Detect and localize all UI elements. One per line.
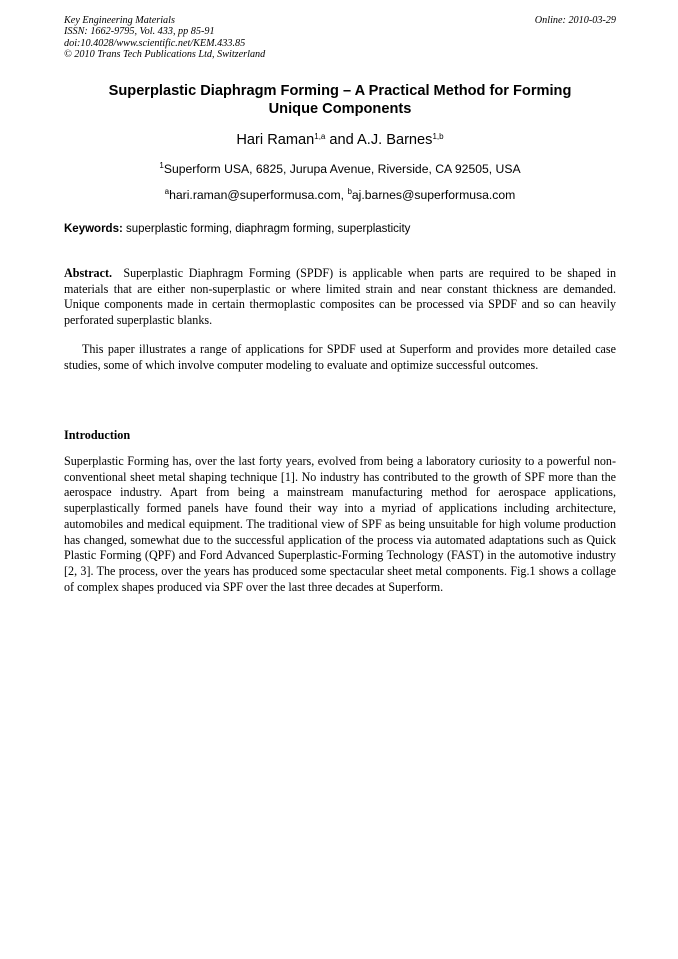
email-a-marker: a [164, 187, 170, 196]
author-conjunction: and [325, 132, 358, 148]
keywords-label: Keywords: [64, 223, 123, 235]
abstract-text-1: Superplastic Diaphragm Forming (SPDF) is applicable when parts are required to be shaped in materials that are either non-superplastic or where limited strain and near constant thickness are demanded. Unique components made in certain thermoplastic composites can be processed via SPDF and so can heavily perforated superplastic blanks. [64, 266, 623, 328]
abstract-paragraph-2: This paper illustrates a range of applications for SPDF used at Superform and provides more detailed case studies, some of which involve computer modeling to evaluate and optimize successful outcomes. [64, 342, 616, 372]
paper-title [64, 82, 616, 118]
journal-name: Key Engineering Materials [64, 15, 175, 26]
author-2-affil: 1,b [432, 132, 444, 141]
author-2: A.J. Barnes [357, 132, 433, 148]
email-a[interactable]: hari.raman@superformusa.com, [169, 188, 348, 202]
author-1-affil: 1,a [314, 132, 326, 141]
email-line [64, 188, 616, 202]
email-b-marker: b [347, 187, 352, 196]
title-line-1: Superplastic Diaphragm Forming – A Practical Method for Forming [108, 83, 572, 99]
affiliation-text: Superform USA, 6825, Jurupa Avenue, Riverside, CA 92505, USA [163, 162, 521, 176]
title-line-2: Unique Components [268, 101, 412, 117]
author-line [64, 132, 616, 148]
email-b[interactable]: aj.barnes@superformusa.com [351, 188, 516, 202]
keywords [64, 223, 616, 235]
issn-line: ISSN: 1662-9795, Vol. 433, pp 85-91 [64, 26, 215, 38]
keywords-text: superplastic forming, diaphragm forming, superplasticity [122, 223, 411, 235]
affiliation [64, 162, 616, 176]
abstract-paragraph-1 [64, 266, 623, 329]
online-date: Online: 2010-03-29 [534, 15, 616, 26]
doi-line: doi:10.4028/www.scientific.net/KEM.433.85 [64, 37, 246, 49]
copyright-line: © 2010 Trans Tech Publications Ltd, Switzerland [64, 49, 266, 61]
author-1: Hari Raman [236, 132, 315, 148]
introduction-heading: Introduction [64, 428, 131, 442]
affiliation-marker: 1 [159, 161, 164, 170]
introduction-paragraph: Superplastic Forming has, over the last forty years, evolved from being a laboratory curiosity to a powerful non- conventional sheet metal shaping technique [1]. No industry has contributed to the growth of SPF more than the aerospace industry. Apart from being a mainstream manufacturing method for aerospace applications, superplastically formed panels have found their way into a myriad of applications including architecture, automobiles and medical equipment. The traditional view of SPF as being unsuitable for high volume production has changed, somewhat due to the successful application of the process via automated adaptations such as Quick Plastic Forming (QPF) and Ford Advanced Superplastic-Forming Technology (FAST) in the automotive industry [2, 3]. The process, over the years has produced some spectacular sheet metal components. Fig.1 shows a collage of complex shapes produced via SPF over the last three decades at Superform. [64, 454, 616, 594]
journal-header [64, 15, 616, 61]
abstract-label: Abstract. [64, 266, 113, 280]
